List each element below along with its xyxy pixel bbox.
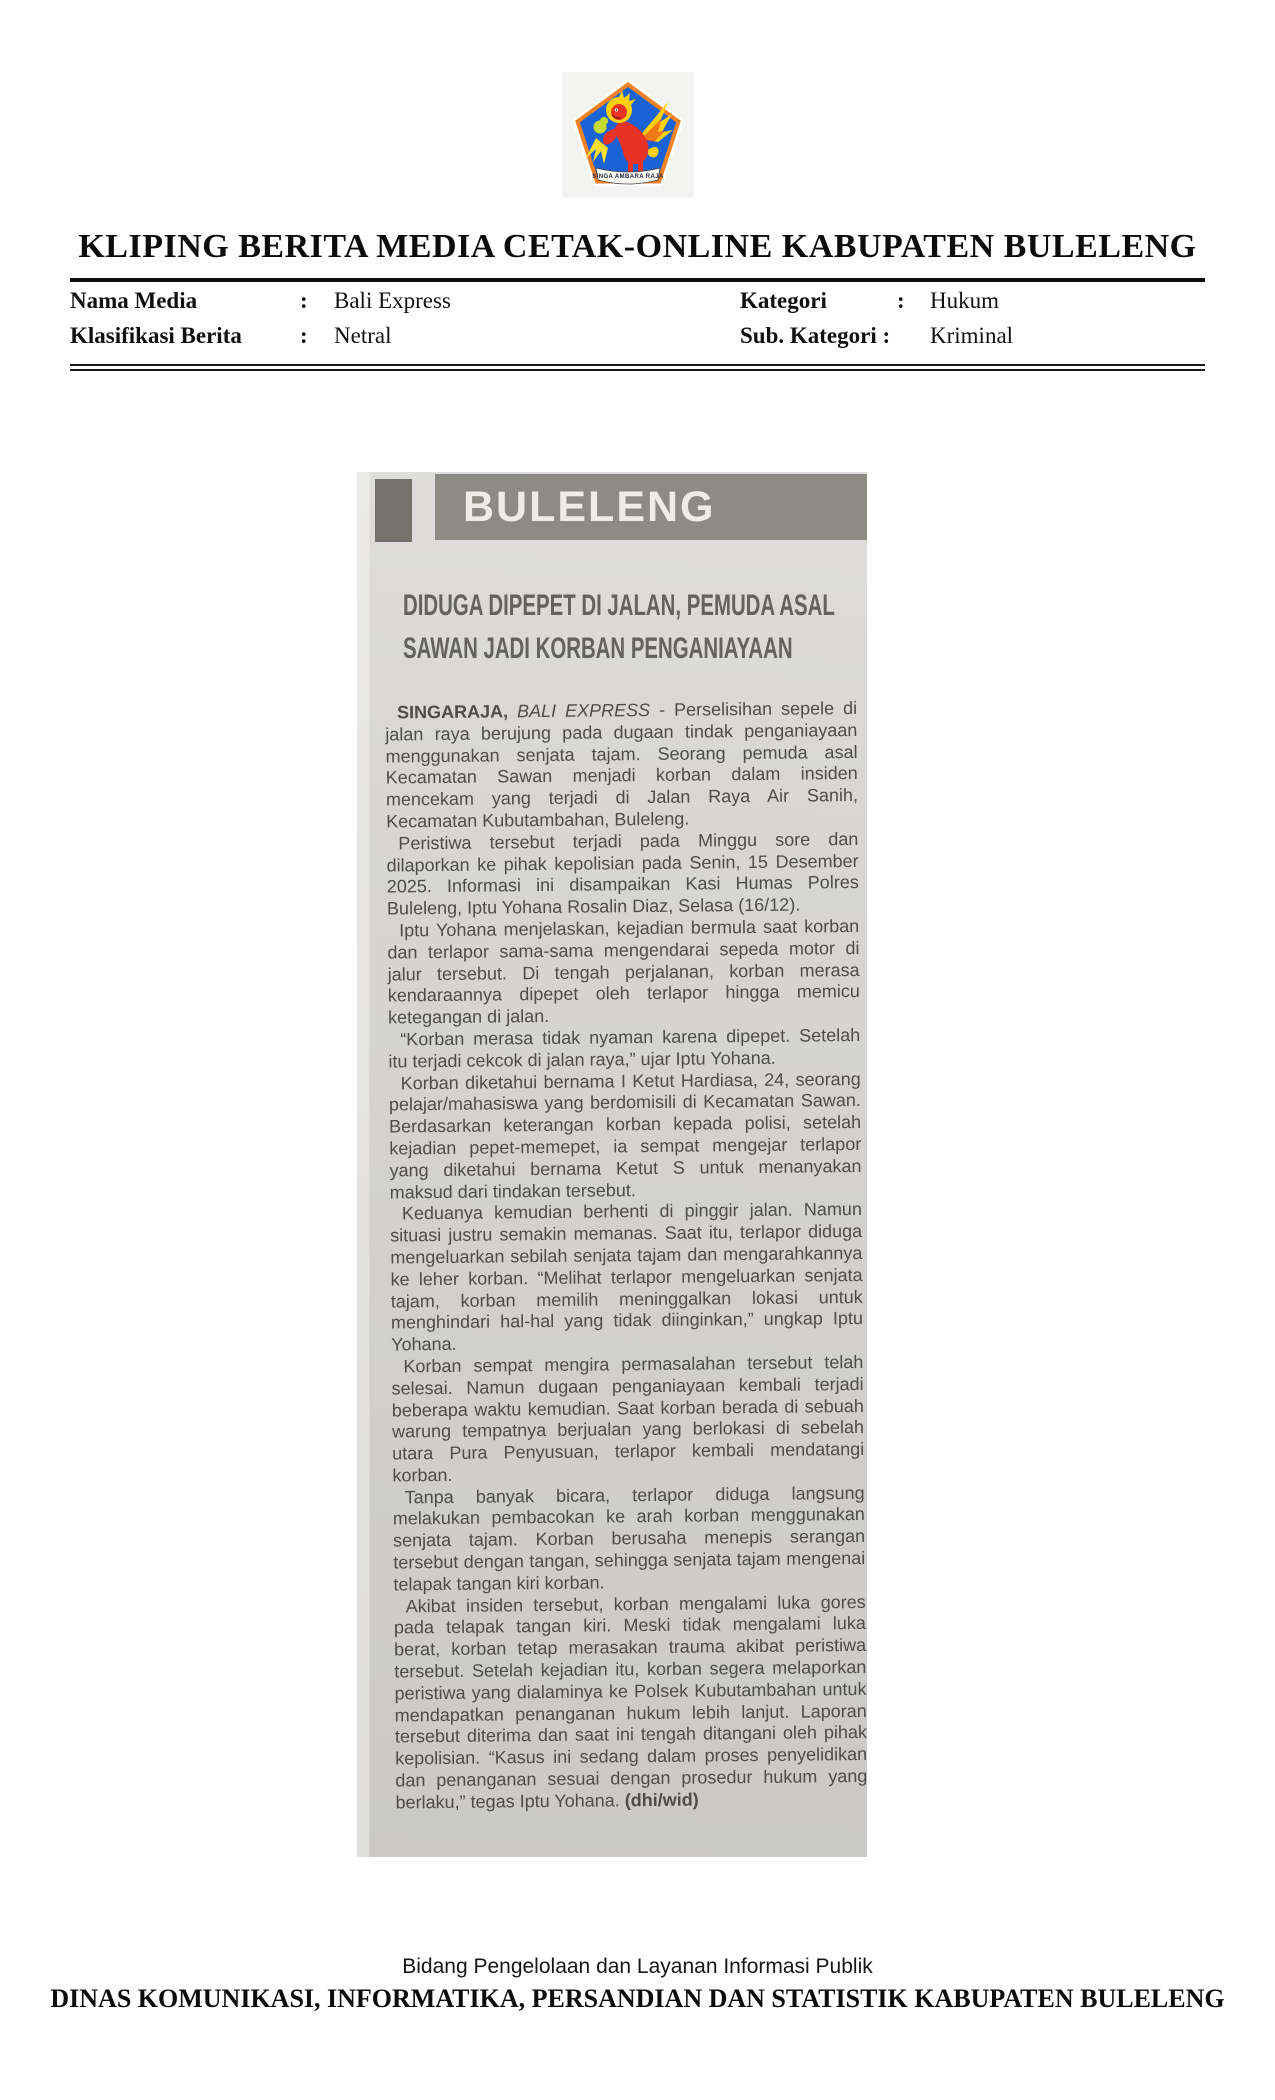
- article-headline: [403, 584, 865, 670]
- footer-division: Bidang Pengelolaan dan Layanan Informasi Publik: [402, 1955, 873, 1978]
- lion-leg-2: [638, 158, 643, 173]
- section-banner: [435, 474, 867, 540]
- article-paragraph: “Korban merasa tidak nyaman karena dipepet. Setelah itu terjadi cekcok di jalan raya,” ujar Iptu Yohana.: [388, 1024, 861, 1072]
- footer-agency: DINAS KOMUNIKASI, INFORMATIKA, PERSANDIAN DAN STATISTIK KABUPATEN BULELENG: [50, 1984, 1225, 2013]
- singa-ambara-raja-emblem-icon: [568, 78, 688, 192]
- leaf-curl-2: [600, 117, 608, 125]
- section-banner-label: BULELENG: [463, 483, 716, 531]
- dateline: SINGARAJA,: [397, 701, 518, 723]
- kategori-value: Hukum: [930, 288, 999, 313]
- closing-text: Akibat insiden tersebut, korban mengalami luka gores pada telapak tangan kiri. Meski tidak mengalami luka berat, korban tetap merasakan trauma akibat peristiwa tersebut. Setelah kejadian itu, korban segera melaporkan peristiwa yang dialaminya ke Polsek Kubutambahan untuk mendapatkan penanganan hukum lebih lanjut. Laporan tersebut diterima dan saat ini tengah ditangani oleh pihak kepolisian. “Kasus ini sedang dalam proses penyelidikan dan penanganan sesuai dengan prosedur hukum yang berlaku,” tegas Iptu Yohana.: [393, 1591, 867, 1813]
- rule-double-bottom: [70, 369, 1205, 371]
- headline-line-2: SAWAN JADI KORBAN PENGANIAYAAN: [403, 632, 793, 665]
- article-paragraph: Peristiwa tersebut terjadi pada Minggu sore dan dilaporkan ke pihak kepolisian pada Senin, 15 Desember 2025. Informasi ini disampaikan Kasi Humas Polres Buleleng, Iptu Yohana Rosalin Diaz, Selasa (16/12).: [386, 828, 859, 919]
- section-banner-square: [375, 479, 412, 542]
- buleleng-regency-logo: [562, 72, 694, 198]
- headline-line-1: DIDUGA DIPEPET DI JALAN, PEMUDA ASAL: [403, 589, 835, 622]
- article-paragraph: Iptu Yohana menjelaskan, kejadian bermula saat korban dan terlapor sama-sama mengendarai sepeda motor di jalur tersebut. Di tengah perjalanan, korban merasa kendaraannya dipepet oleh terlapor hingga memicu ketegangan di jalan.: [387, 915, 860, 1028]
- article-paragraph: Tanpa banyak bicara, terlapor diduga langsung melakukan pembacokan ke arah korban menggunakan senjata tajam. Korban berusaha menepis serangan tersebut dengan tangan, sehingga senjata tajam mengenai telapak tangan kiri korban.: [392, 1482, 866, 1595]
- article-paragraph: Korban sempat mengira permasalahan tersebut telah selesai. Namun dugaan penganiayaan kembali terjadi beberapa waktu kemudian. Saat korban berada di sebuah warung tempatnya berjualan yang berlokasi di sebelah utara Pura Penyusuan, terlapor kembali mendatangi korban.: [391, 1351, 865, 1486]
- lion-pupil: [616, 109, 618, 111]
- klasifikasi-value: Netral: [334, 323, 392, 348]
- article-paragraph: Keduanya kemudian berhenti di pinggir jalan. Namun situasi justru semakin memanas. Saat itu, terlapor diduga mengeluarkan sebilah senjata tajam dan mengarahkannya ke leher korban. “Melihat terlapor mengeluarkan senjata tajam, korban memilih meninggalkan lokasi untuk menghindari hal-hal yang tidak diinginkan,” ungkap Iptu Yohana.: [390, 1199, 864, 1355]
- kategori-colon: :: [897, 288, 905, 313]
- article-closing-paragraph: [394, 1592, 867, 1814]
- byline: (dhi/wid): [624, 1789, 699, 1811]
- nama-media-value: Bali Express: [334, 288, 451, 313]
- kategori-label: Kategori: [740, 288, 827, 313]
- article-lead-paragraph: [385, 698, 858, 833]
- sub-kategori-label: Sub. Kategori :: [740, 323, 891, 348]
- klasifikasi-label: Klasifikasi Berita: [70, 323, 242, 348]
- article-body: [385, 698, 867, 1814]
- newspaper-clipping: [357, 472, 867, 1857]
- sub-kategori-value: Kriminal: [930, 323, 1014, 348]
- ribbon-text: SINGA AMBARA RAJA: [592, 174, 664, 180]
- klasifikasi-colon: :: [300, 323, 308, 348]
- nama-media-label: Nama Media: [70, 288, 198, 313]
- nama-media-colon: :: [300, 288, 308, 313]
- source-name: BALI EXPRESS: [517, 699, 651, 722]
- lead-text: - Perselisihan sepele di jalan raya berujung pada dugaan tindak penganiayaan menggunakan senjata tajam. Seorang pemuda asal Kecamatan Sawan menjadi korban dalam insiden mencekam yang terjadi di Jalan Raya Air Sanih, Kecamatan Kubutambahan, Buleleng.: [385, 698, 859, 832]
- page-title: KLIPING BERITA MEDIA CETAK-ONLINE KABUPATEN BULELENG: [78, 228, 1197, 265]
- rule-double-top: [70, 364, 1205, 366]
- article-paragraph: Korban diketahui bernama I Ketut Hardiasa, 24, seorang pelajar/mahasiswa yang berdomisili di Kecamatan Sawan. Berdasarkan keterangan korban kepada polisi, setelah kejadian pepet-memepet, ia sempat mengejar terlapor yang diketahui bernama Ketut S untuk menanyakan maksud dari tindakan tersebut.: [388, 1068, 862, 1203]
- rule-top: [70, 278, 1205, 282]
